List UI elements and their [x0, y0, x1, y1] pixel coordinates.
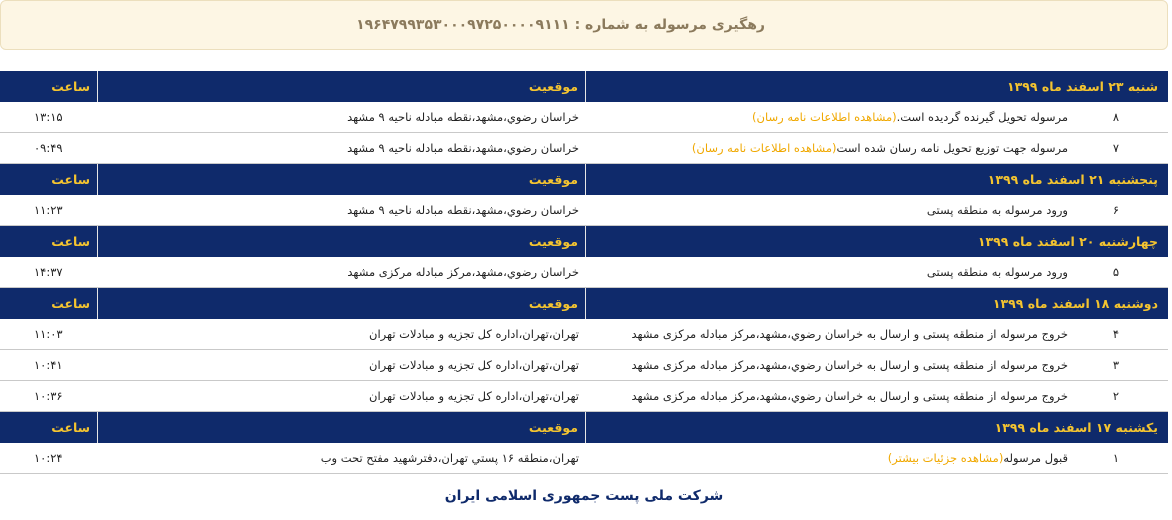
event-number: ۶ [1112, 203, 1120, 217]
event-text: قبول مرسوله [1003, 451, 1068, 465]
event-time: ۱۱:۰۳ [34, 327, 63, 341]
event-description [927, 257, 1068, 287]
event-location: خراسان رضوي،مشهد،نقطه مبادله ناحيه ۹ مشهد [347, 203, 579, 217]
event-number: ۸ [1112, 110, 1120, 124]
event-number: ۲ [1112, 389, 1120, 403]
event-time: ۱۰:۲۴ [34, 451, 63, 465]
event-location: خراسان رضوي،مشهد،نقطه مبادله ناحيه ۹ مشهد [347, 141, 579, 155]
tracking-banner [0, 0, 1168, 50]
event-number: ۳ [1112, 358, 1120, 372]
event-location: خراسان رضوي،مشهد،مرکز مبادله مرکزی مشهد [347, 265, 579, 279]
event-time: ۰۹:۴۹ [34, 141, 63, 155]
event-number: ۴ [1112, 327, 1120, 341]
event-location: خراسان رضوي،مشهد،نقطه مبادله ناحيه ۹ مشهد [347, 110, 579, 124]
event-location: تهران،تهران،اداره کل تجزیه و مبادلات تهران [369, 389, 579, 403]
event-row [0, 195, 1168, 226]
location-column-header: موقعیت [97, 71, 584, 102]
event-number: ۷ [1112, 141, 1120, 155]
event-text: مرسوله جهت توزیع تحویل نامه رسان شده است [836, 141, 1068, 155]
time-column-header: ساعت [51, 296, 90, 311]
time-column-header: ساعت [51, 420, 90, 435]
event-description [692, 133, 1068, 163]
event-row [0, 381, 1168, 412]
event-location: تهران،منطقه ۱۶ پستي تهران،دفترشهيد مفتح تحت وب [320, 451, 579, 465]
tracking-table [0, 71, 1168, 474]
event-time: ۱۴:۳۷ [34, 265, 63, 279]
day-header-row [0, 164, 1168, 195]
event-number: ۵ [1112, 265, 1120, 279]
time-column-header: ساعت [51, 79, 90, 94]
event-text: خروج مرسوله از منطقه پستی و ارسال به خراسان رضوي،مشهد،مرکز مبادله مرکزی مشهد [631, 358, 1068, 372]
day-header-row [0, 71, 1168, 102]
location-column-header: موقعیت [97, 226, 584, 257]
day-header-row [0, 226, 1168, 257]
footer-text: شرکت ملی پست جمهوری اسلامی ایران [444, 488, 724, 504]
event-text: خروج مرسوله از منطقه پستی و ارسال به خراسان رضوي،مشهد،مرکز مبادله مرکزی مشهد [631, 389, 1068, 403]
event-description [927, 195, 1068, 225]
event-description [631, 350, 1068, 380]
event-time: ۱۰:۴۱ [34, 358, 63, 372]
tracking-title: رهگیری مرسوله به شماره : ۱۹۶۴۷۹۹۳۵۳۰۰۰۹۷۲۵۰۰۰۰۹۱۱۱ [356, 17, 765, 33]
day-header-row [0, 412, 1168, 443]
day-date: شنبه ۲۳ اسفند ماه ۱۳۹۹ [585, 71, 1168, 102]
event-row [0, 443, 1168, 474]
day-header-row [0, 288, 1168, 319]
event-time: ۱۰:۳۶ [34, 389, 63, 403]
day-date: چهارشنبه ۲۰ اسفند ماه ۱۳۹۹ [585, 226, 1168, 257]
day-date: یکشنبه ۱۷ اسفند ماه ۱۳۹۹ [585, 412, 1168, 443]
event-text: ورود مرسوله به منطقه پستی [926, 203, 1068, 217]
event-number: ۱ [1112, 451, 1120, 465]
event-description [752, 102, 1068, 132]
time-column-header: ساعت [51, 172, 90, 187]
event-text: خروج مرسوله از منطقه پستی و ارسال به خراسان رضوي،مشهد،مرکز مبادله مرکزی مشهد [631, 327, 1068, 341]
location-column-header: موقعیت [97, 412, 584, 443]
event-time: ۱۳:۱۵ [34, 110, 63, 124]
event-time: ۱۱:۲۳ [34, 203, 63, 217]
event-row [0, 102, 1168, 133]
event-row [0, 133, 1168, 164]
location-column-header: موقعیت [97, 164, 584, 195]
event-text: مرسوله تحویل گیرنده گردیده است. [896, 110, 1068, 124]
event-text: ورود مرسوله به منطقه پستی [926, 265, 1068, 279]
location-column-header: موقعیت [97, 288, 584, 319]
details-link[interactable]: (مشاهده جزئیات بیشتر) [887, 451, 1004, 465]
event-description [631, 381, 1068, 411]
event-row [0, 319, 1168, 350]
details-link[interactable]: (مشاهده اطلاعات نامه رسان) [752, 110, 897, 124]
event-row [0, 350, 1168, 381]
event-row [0, 257, 1168, 288]
event-description [888, 443, 1068, 473]
day-date: پنجشنبه ۲۱ اسفند ماه ۱۳۹۹ [585, 164, 1168, 195]
day-date: دوشنبه ۱۸ اسفند ماه ۱۳۹۹ [585, 288, 1168, 319]
time-column-header: ساعت [51, 234, 90, 249]
event-location: تهران،تهران،اداره کل تجزیه و مبادلات تهران [369, 327, 579, 341]
event-description [631, 319, 1068, 349]
details-link[interactable]: (مشاهده اطلاعات نامه رسان) [691, 141, 837, 155]
event-location: تهران،تهران،اداره کل تجزیه و مبادلات تهران [369, 358, 579, 372]
